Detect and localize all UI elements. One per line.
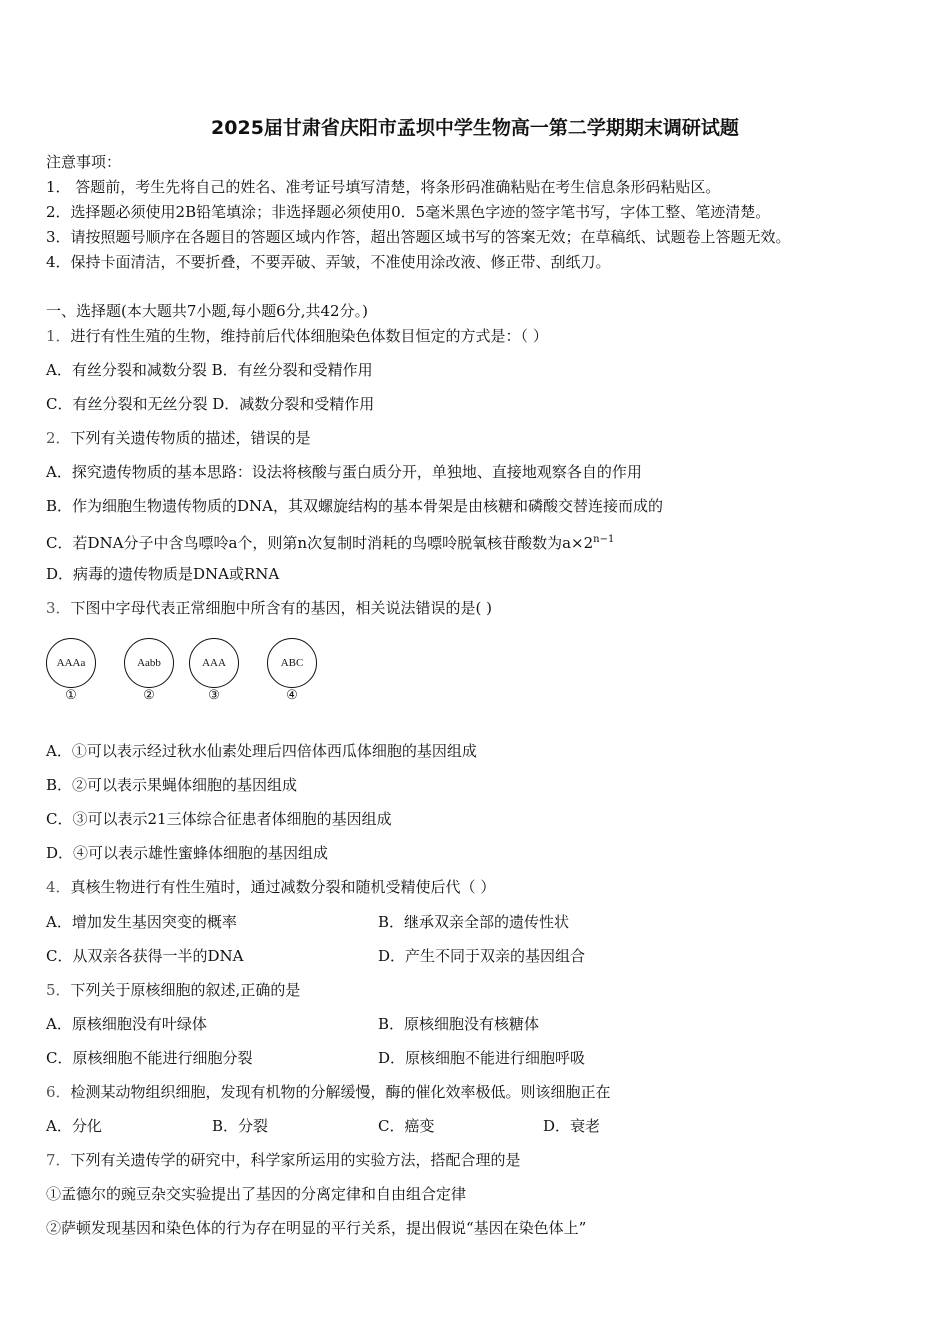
question-6-stem bbox=[46, 1082, 611, 1102]
question-5-stem bbox=[46, 980, 300, 1000]
notice-item: 3．请按照题号顺序在各题目的答题区域内作答，超出答题区域书写的答案无效；在草稿纸、试题卷上答题无效。 bbox=[46, 228, 791, 246]
question-3-option-b: B．②可以表示果蝇体细胞的基因组成 bbox=[46, 776, 298, 794]
question-4-option-a: A．增加发生基因突变的概率 bbox=[46, 913, 237, 931]
question-text: 下列有关遗传物质的描述，错误的是 bbox=[70, 429, 311, 447]
cell-label: ④ bbox=[286, 688, 298, 703]
question-number: 1． bbox=[46, 327, 71, 345]
question-5-option-b: B．原核细胞没有核糖体 bbox=[378, 1015, 540, 1033]
question-text: 进行有性生殖的生物，维持前后代体细胞染色体数目恒定的方式是：（ ） bbox=[70, 327, 548, 345]
cell-genes: AAA bbox=[202, 657, 226, 669]
cell-genes: Aabb bbox=[137, 657, 161, 669]
question-text: 下列关于原核细胞的叙述,正确的是 bbox=[70, 981, 301, 999]
notice-heading: 注意事项： bbox=[46, 153, 122, 171]
question-4-option-b: B．继承双亲全部的遗传性状 bbox=[378, 913, 570, 931]
question-number: 5． bbox=[46, 981, 71, 999]
question-5-option-c: C．原核细胞不能进行细胞分裂 bbox=[46, 1049, 253, 1067]
cell-label: ① bbox=[65, 688, 77, 703]
question-number: 3． bbox=[46, 599, 71, 617]
notice-item: 4．保持卡面清洁，不要折叠，不要弄破、弄皱，不准使用涂改液、修正带、刮纸刀。 bbox=[46, 253, 611, 271]
notice-item: 1． 答题前，考生先将自己的姓名、准考证号填写清楚，将条形码准确粘贴在考生信息条形码粘贴区。 bbox=[46, 178, 721, 196]
cell-diagram bbox=[124, 638, 174, 688]
question-7-item-1: ①孟德尔的豌豆杂交实验提出了基因的分离定律和自由组合定律 bbox=[46, 1185, 467, 1203]
notice-item: 2．选择题必须使用2B铅笔填涂；非选择题必须使用0．5毫米黑色字迹的签字笔书写，字体工整、笔迹清楚。 bbox=[46, 203, 771, 221]
cell-diagram bbox=[189, 638, 239, 688]
cell-genes: AAAa bbox=[56, 657, 86, 669]
question-3-option-d: D．④可以表示雄性蜜蜂体细胞的基因组成 bbox=[46, 844, 329, 862]
question-text: 下列有关遗传学的研究中，科学家所运用的实验方法，搭配合理的是 bbox=[70, 1151, 521, 1169]
cell-label: ③ bbox=[208, 688, 220, 703]
question-4-stem bbox=[46, 877, 495, 897]
cell-diagram bbox=[46, 638, 96, 688]
section-heading: 一、选择题(本大题共7小题,每小题6分,共42分。) bbox=[46, 302, 368, 320]
question-1-stem bbox=[46, 326, 548, 346]
question-4-option-d: D．产生不同于双亲的基因组合 bbox=[378, 947, 586, 965]
question-1-options-ab: A．有丝分裂和减数分裂 B．有丝分裂和受精作用 bbox=[46, 361, 373, 379]
question-text: 真核生物进行有性生殖时，通过减数分裂和随机受精使后代（ ） bbox=[70, 878, 496, 896]
question-2-option-d: D．病毒的遗传物质是DNA或RNA bbox=[46, 565, 280, 583]
question-6-option-d: D．衰老 bbox=[543, 1117, 601, 1135]
cell-diagram bbox=[267, 638, 317, 688]
cell-label: ② bbox=[143, 688, 155, 703]
question-number: 2． bbox=[46, 429, 71, 447]
question-6-option-a: A．分化 bbox=[46, 1117, 102, 1135]
question-5-option-a: A．原核细胞没有叶绿体 bbox=[46, 1015, 207, 1033]
question-2-option-b: B．作为细胞生物遗传物质的DNA，其双螺旋结构的基本骨架是由核糖和磷酸交替连接而成的 bbox=[46, 497, 664, 515]
question-text: 下图中字母代表正常细胞中所含有的基因，相关说法错误的是( ) bbox=[70, 599, 493, 617]
question-2-stem bbox=[46, 428, 311, 448]
cell-genes: ABC bbox=[280, 657, 304, 669]
question-1-options-cd: C．有丝分裂和无丝分裂 D．减数分裂和受精作用 bbox=[46, 395, 375, 413]
question-7-stem bbox=[46, 1150, 521, 1170]
question-number: 7． bbox=[46, 1151, 71, 1169]
page-title: 2025届甘肃省庆阳市孟坝中学生物高一第二学期期末调研试题 bbox=[211, 117, 739, 139]
question-4-option-c: C．从双亲各获得一半的DNA bbox=[46, 947, 244, 965]
question-6-option-b: B．分裂 bbox=[212, 1117, 269, 1135]
question-text: 检测某动物组织细胞，发现有机物的分解缓慢，酶的催化效率极低。则该细胞正在 bbox=[70, 1083, 611, 1101]
question-number: 4． bbox=[46, 878, 71, 896]
question-3-option-c: C．③可以表示21三体综合征患者体细胞的基因组成 bbox=[46, 810, 392, 828]
question-number: 6． bbox=[46, 1083, 71, 1101]
question-7-item-2: ②萨顿发现基因和染色体的行为存在明显的平行关系，提出假说“基因在染色体上” bbox=[46, 1219, 587, 1237]
question-3-stem bbox=[46, 598, 492, 618]
question-3-option-a: A．①可以表示经过秋水仙素处理后四倍体西瓜体细胞的基因组成 bbox=[46, 742, 477, 760]
option-text: C．若DNA分子中含鸟嘌呤a个，则第n次复制时消耗的鸟嘌呤脱氧核苷酸数为a×2 bbox=[46, 534, 594, 552]
question-5-option-d: D．原核细胞不能进行细胞呼吸 bbox=[378, 1049, 586, 1067]
question-2-option-a: A．探究遗传物质的基本思路：设法将核酸与蛋白质分开，单独地、直接地观察各自的作用 bbox=[46, 463, 642, 481]
question-2-option-c bbox=[46, 530, 614, 553]
exponent: n−1 bbox=[593, 534, 615, 545]
question-6-option-c: C．癌变 bbox=[378, 1117, 435, 1135]
